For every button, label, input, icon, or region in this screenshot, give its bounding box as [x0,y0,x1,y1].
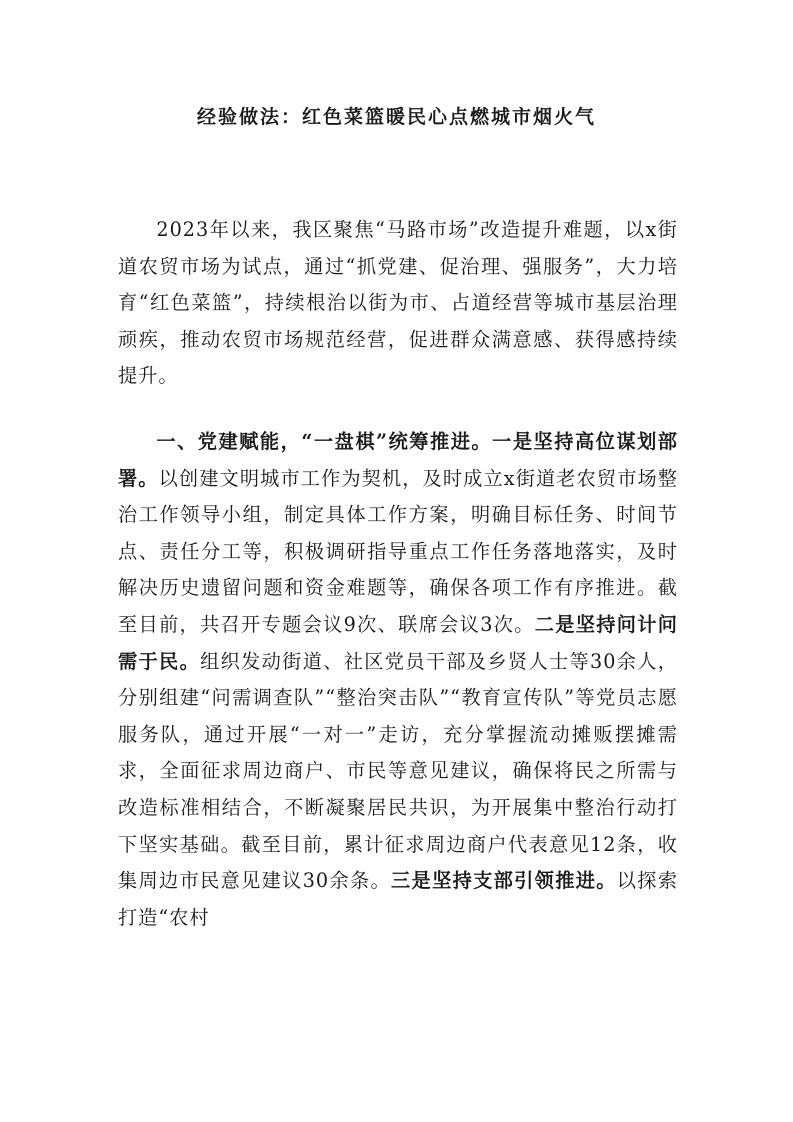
point-one-text: 以创建文明城市工作为契机，及时成立x街道老农贸市场整治工作领导小组，制定具体工作方案，明确目标任务、时间节点、责任分工等，积极调研指导重点工作任务落地落实，及时解决历史遗留问题和资金难题等，确保各项工作有序推进。截至目前，共召开专题会议9次、联席会议3次。 [118,466,678,636]
intro-paragraph: 2023年以来，我区聚焦“马路市场”改造提升难题，以x街道农贸市场为试点，通过“抓党建、促治理、强服务”，大力培育“红色菜篮”，持续根治以街为市、占道经营等城市基层治理顽疾，推动农贸市场规范经营，促进群众满意感、获得感持续提升。 [118,218,678,388]
document-title: 经验做法：红色菜篮暖民心点燃城市烟火气 [196,106,596,128]
point-one-title: 一是坚持高位谋划部署。 [118,430,678,490]
point-two-title: 二是坚持问计问需于民。 [118,612,678,673]
point-two-text: 组织发动街道、社区党员干部及乡贤人士等30余人，分别组建“问需调查队”“整治突击队”“教育宣传队”等党员志愿服务队，通过开展“一对一”走访，充分掌握流动摊贩摆摊需求，全面征求周边商户、市民等意见建议，确保将民之所需与改造标准相结合，不断凝聚居民共识，为开展集中整治行动打下坚实基础。截至目前，累计征求周边商户代表意见12条，收集周边市民意见建议30余条。 [118,649,678,893]
point-three-text: 以探索打造“农村 [118,869,679,929]
section-one-paragraph [118,424,678,936]
point-three-title: 三是坚持支部引领推进。 [391,869,617,893]
section-heading: 一、党建赋能，“一盘棋”统筹推进。 [156,430,493,453]
